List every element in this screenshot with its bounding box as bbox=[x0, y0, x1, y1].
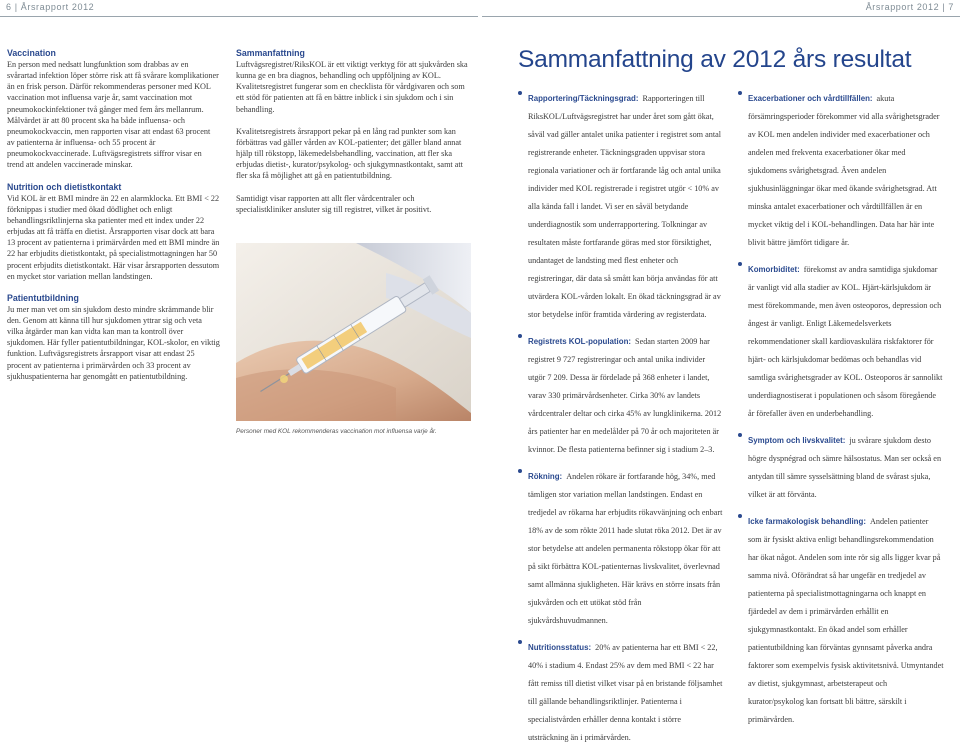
result-text: Sedan starten 2009 har registret 9 727 registreringar och antal unika individer utgör 7 209. Dessa är fördelade på 368 enheter i landet, varav 330 primärvårdsenheter. Cirka 30% av landets vårdcentraler deltar och cirka 45% av lungklinikerna. 2012 års patienter har en medelålder på 70 år och majoriteten är kvinnor. De flesta patienterna befinner sig i stadium 2–3. bbox=[528, 337, 722, 454]
result-label: Symptom och livskvalitet: bbox=[748, 436, 846, 445]
result-label: Registrets KOL-population: bbox=[528, 337, 632, 346]
result-label: Nutritionsstatus: bbox=[528, 643, 592, 652]
summary-column bbox=[236, 48, 468, 215]
result-population bbox=[518, 331, 723, 457]
vaccination-photo bbox=[236, 243, 471, 421]
result-label: Rapportering/Täckningsgrad: bbox=[528, 94, 639, 103]
result-text: Andelen rökare är fortfarande hög, 34%, med tämligen stor variation mellan landstingen. Endast en tredjedel av rökarna har erbjudits rökavvänjning och enbart 18% av de som rökte 2011 hade slutat röka 2012. Det är av stor betydelse att andelen permanenta rökstopp ökar för att på sikt förbättra KOL-patienternas livskvalitet, överlevnad samt allmänna sjukligheten. Här krävs en större insats från sjukvården och ett utökat stöd från sjukvårdshuvudmannen. bbox=[528, 472, 723, 625]
bullet-icon bbox=[518, 91, 522, 95]
left-header-rule bbox=[0, 16, 478, 17]
bullet-icon bbox=[738, 262, 742, 266]
bullet-icon bbox=[738, 91, 742, 95]
summary-paragraph-2: Kvalitetsregistrets årsrapport pekar på en lång rad punkter som kan förbättras vad gäller vården av KOL-patienter; det gäller bland annat hjälp till rökstopp, läkemedelsbehandling, vaccination, att fler ska erbjudas dietist-, kurator/psykolog- och sjukgymnastkontakt, samt att fler ska få möjlighet att gå en patientutbildning. bbox=[236, 126, 463, 181]
nutrition-heading: Nutrition och dietistkontakt bbox=[7, 181, 122, 192]
result-exacerbations bbox=[738, 88, 944, 250]
right-header-rule bbox=[482, 16, 960, 17]
left-page-header: 6 | Årsrapport 2012 bbox=[6, 2, 95, 12]
summary-paragraph-3: Samtidigt visar rapporten att allt fler vårdcentraler och specialistkliniker ansluter sig till registret, vilket är positivt. bbox=[236, 193, 432, 214]
result-smoking bbox=[518, 466, 723, 628]
result-label: Rökning: bbox=[528, 472, 563, 481]
vaccination-heading: Vaccination bbox=[7, 48, 56, 58]
vaccination-text: En person med nedsatt lungfunktion som drabbas av en svårartad infektion löper större risk att få svårare komplikationer än en frisk person. Därför rekommenderas personer med KOL vaccination mot influensa varje år, samt vaccination mot pneumokockinfektioner två gånger med fem års mellanrum. Målvärdet är att 80 procent ska ha både influensa- och pneumokockvaccin, men rapporten visar att endast 63 procent av patienterna är influensa- och 55 procent är pneumokockvaccinerade. Luftvägsregistrets siffror visar en trend att andelen vaccinerade minskar. bbox=[7, 60, 219, 170]
result-text: akuta försämringsperioder förekommer vid alla svårighetsgrader av KOL men andelen individer med exacerbationer och andelen med frekventa exacerbationer ökar med sjukdomens svårighetsgrad. Även andelen sjukhusinläggningar ökar med ökande svårighetsgrad. Att minska antalet exacerbationer och vårdtillfällen är en mycket viktig del i KOL-behandlingen. Data har här inte blivit bättre jämfört tidigare år. bbox=[748, 94, 940, 247]
bullet-icon bbox=[738, 433, 742, 437]
result-symptoms bbox=[738, 430, 944, 502]
result-text: förekomst av andra samtidiga sjukdomar är vanligt vid alla stadier av KOL. Hjärt-kärlsjukdom är mest förekommande, men även osteoporos, depression och ångest är vanligt. Enligt Läkemedelsverkets rekommendationer skall kardiovaskulära riskfaktorer för hjärt- och kärlsjukdomar bedömas och behandlas vid samtliga svårighetsgrader av KOL. Osteoporos är sannolikt underdiagnostiserat i populationen och såsom föregående år förefaller även en underbehandling. bbox=[748, 265, 943, 418]
bullet-icon bbox=[518, 469, 522, 473]
result-label: Icke farmakologisk behandling: bbox=[748, 517, 866, 526]
right-page-header: Årsrapport 2012 | 7 bbox=[865, 2, 954, 12]
result-text: ju svårare sjukdom desto högre dyspnégrad och sämre hälsostatus. Man ser också en antydan till sämre sysselsättning bland de svårast sjuka, vilket är att förvänta. bbox=[748, 436, 942, 499]
result-text: 20% av patienterna har ett BMI < 22, 40% i stadium 4. Endast 25% av dem med BMI < 22 har fått remiss till dietist vilket visar på en bristande följsamhet till gällande behandlingsriktlinjer. Patienterna i specialistvården erhåller denna kontakt i större utsträckning än i primärvården. bbox=[528, 643, 723, 742]
result-text: Rapporteringen till RiksKOL/Luftvägsregistret har under året som gått ökat, såväl vad gäller antalet unika patienter i registret som antal registrerande enheter. Täckningsgraden uppvisar stora regionala variationer och är fortfarande låg och antal unika individer med KOL registrerade i registret utgör < 10% av alla kända fall i landet. Vi ser en såväl betydande underdiagnostik som underrapportering. Tolkningar av resultaten måste fortfarande göras med stor försiktighet, undantaget de landsting med flest enheter och registreringar, där data så smått kan börja användas för att utvärdera KOL-vården lokalt. En ökad täckningsgrad är av stor betydelse inför framtida värdering av registerdata. bbox=[528, 94, 722, 319]
nutrition-text: Vid KOL är ett BMI mindre än 22 en alarmklocka. Ett BMI < 22 förknippas i studier med ökad dödlighet och enligt behandlingsriktlinjerna ska patienter med ett index under 22 erbjudas att få träffa en dietist. Årsrapporten visar dock att bara 13 procent av patienterna i primärvården med ett BMI mindre än 22 har erbjudits dietistkontakt, på specialistmottagningen har 50 procent erbjudits dietistkontakt. Här visar årsrapporten dessutom en mycket stor variation mellan landstingen. bbox=[7, 193, 220, 281]
photo-caption: Personer med KOL rekommenderas vaccination mot influensa varje år. bbox=[236, 428, 437, 435]
result-nonpharma bbox=[738, 511, 944, 727]
summary-heading: Sammanfattning bbox=[236, 48, 305, 58]
results-right-column bbox=[738, 88, 944, 727]
result-nutrition bbox=[518, 637, 723, 745]
result-text: Andelen patienter som är fysiskt aktiva enligt behandlingsrekommendation har ökat något. Andelen som inte rör sig alls ligger kvar på samma nivå. Oförändrat så har ungefär en tredjedel av patienterna på specialistmottagningarna och knappt en fjärdedel av dem i primärvården erhållit en sjukgymnastkontakt. En ökad andel som erhåller patientutbildning kan förväntas gynnsamt påverka andra faktorer som exempelvis fysisk aktivitetsnivå. Utmyntandet av dietist, sjukgymnast, arbetsterapeut och kurator/psykolog kan fortsatt bli bättre, särskilt i primärvården. bbox=[748, 517, 944, 724]
result-label: Exacerbationer och vårdtillfällen: bbox=[748, 94, 873, 103]
result-reporting bbox=[518, 88, 723, 322]
bullet-icon bbox=[518, 334, 522, 338]
education-heading: Patientutbildning bbox=[7, 292, 79, 303]
summary-paragraph-1: Luftvägsregistret/RiksKOL är ett viktigt verktyg för att sjukvården ska kunna ge en bra diagnos, behandling och uppföljning av KOL. Kvalitetsregistret fungerar som en checklista för vårdgivaren och som ett stöd för patienten att få en bättre inblick i sin sjukdom och i sin behandling. bbox=[236, 60, 468, 114]
result-comorbidity bbox=[738, 259, 944, 421]
result-label: Komorbiditet: bbox=[748, 265, 800, 274]
results-title: Sammanfattning av 2012 års resultat bbox=[518, 46, 912, 73]
syringe-illustration bbox=[236, 243, 471, 421]
education-text: Ju mer man vet om sin sjukdom desto mindre skrämmande blir den. Genom att känna till hur sjukdomen yttrar sig och veta vilka åtgärder man kan vidta kan man ta kontroll över sjukdomen. Här fyller patientutbildningar, KOL-skolor, en viktig funktion. Luftvägsregistrets årsrapport visar att endast 25 procent av patienterna i primärvården och 33 procent av sjukhuspatienterna har genomgått en patientutbildning. bbox=[7, 304, 220, 381]
bullet-icon bbox=[738, 514, 742, 518]
left-column bbox=[7, 48, 220, 382]
results-left-column bbox=[518, 88, 723, 745]
bullet-icon bbox=[518, 640, 522, 644]
